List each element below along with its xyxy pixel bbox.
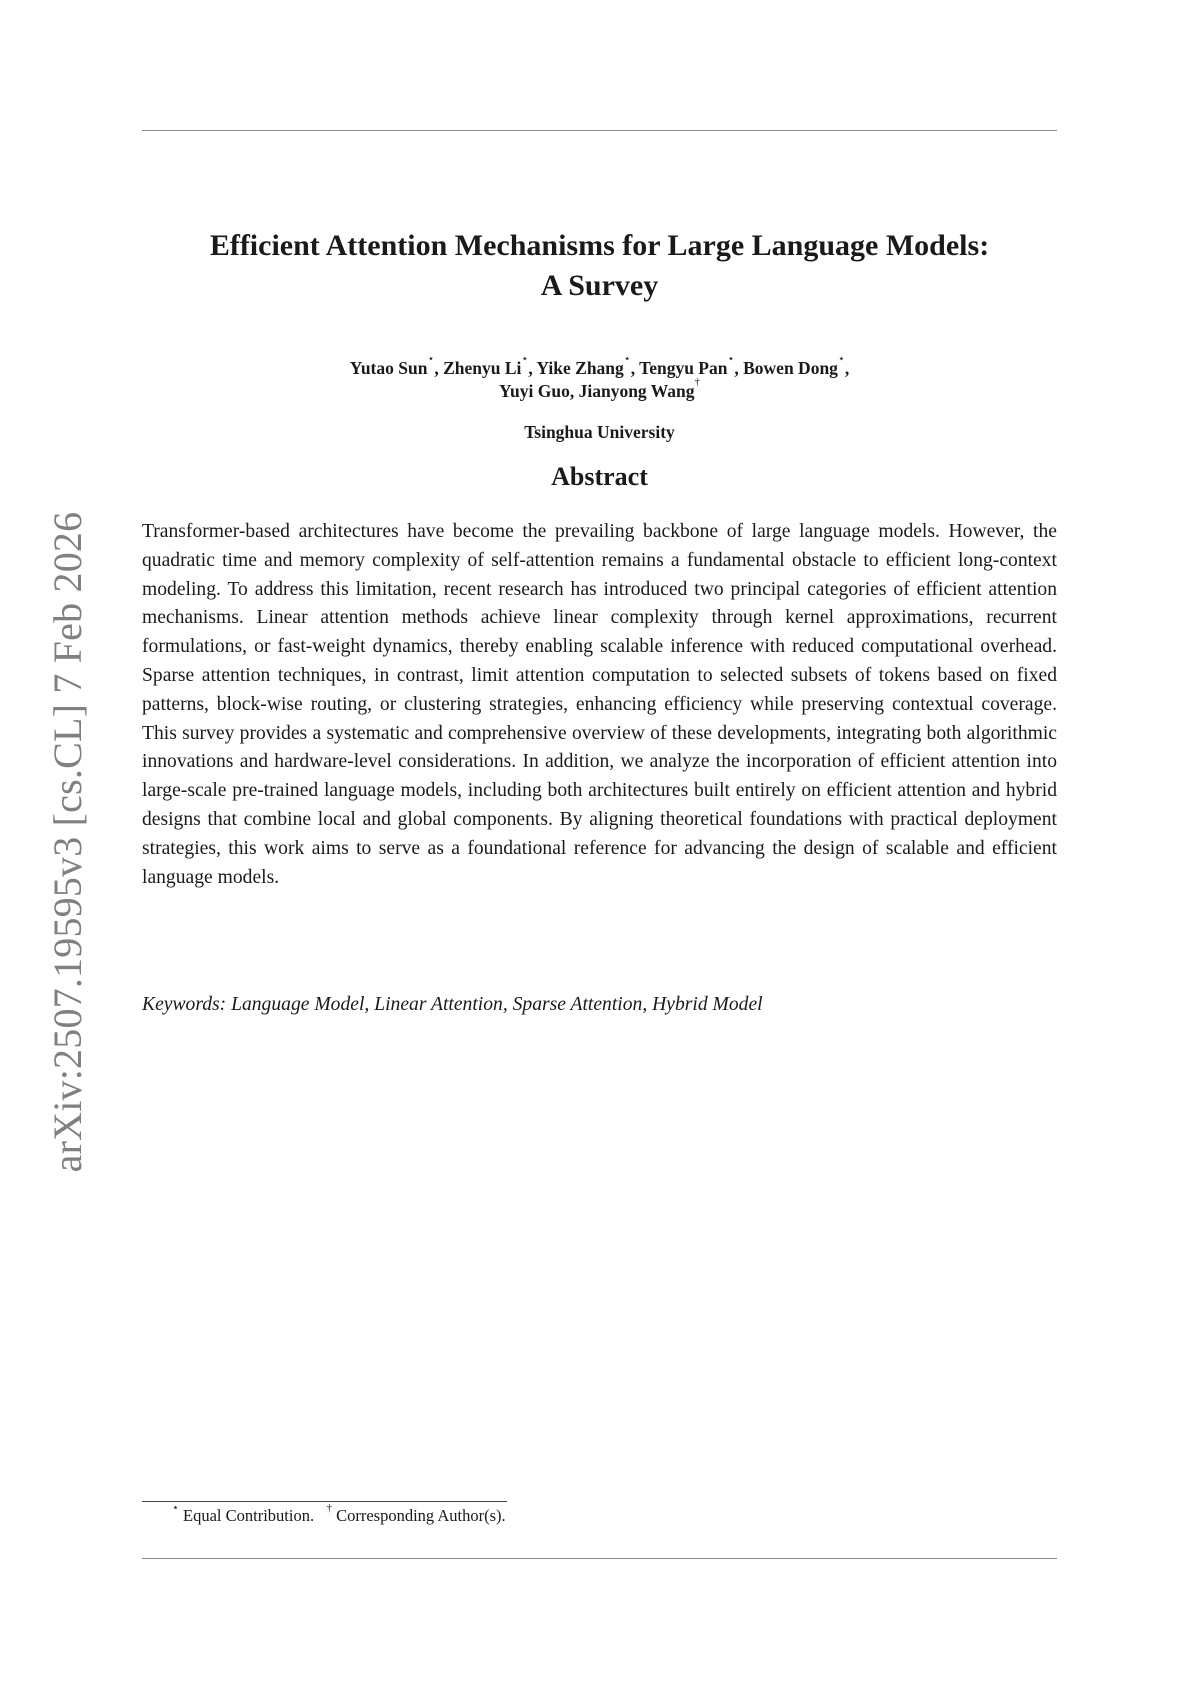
corresponding-author-mark: † — [326, 1502, 332, 1514]
author-name: Tengyu Pan — [639, 358, 728, 378]
affiliation: Tsinghua University — [524, 422, 675, 442]
footer-rule — [142, 1558, 1057, 1559]
author-name: Yuyi Guo — [498, 381, 570, 401]
abstract-heading: Abstract — [551, 462, 648, 491]
equal-contribution-mark: ⋆ — [427, 353, 435, 365]
author-line-1: Yutao Sun⋆, Zhenyu Li⋆, Yike Zhang⋆, Tengyu Pan⋆, Bowen Dong⋆, — [349, 353, 850, 378]
abstract-body: Transformer-based architectures have become the prevailing backbone of large language models. However, the quadratic time and memory complexity of self-attention remains a fundamental obstacle to efficient long-context modeling. To address this limitation, recent research has introduced two principal categories of efficient attention mechanisms. Linear attention methods achieve linear complexity through kernel approximations, recurrent formulations, or fast-weight dynamics, thereby enabling scalable inference with reduced computational overhead. Sparse attention techniques, in contrast, limit attention computation to selected subsets of tokens based on fixed patterns, block-wise routing, or clustering strategies, enhancing efficiency while preserving contextual coverage. This survey provides a systematic and comprehensive overview of these developments, integrating both algorithmic innovations and hardware-level considerations. In addition, we analyze the incorporation of efficient attention into large-scale pre-trained language models, including both architectures built entirely on efficient attention and hybrid designs that combine local and global components. By aligning theoretical foundations with practical deployment strategies, this work aims to serve as a foundational reference for advancing the design of scalable and efficient language models. — [142, 521, 1057, 888]
footnote — [172, 1502, 506, 1527]
equal-contribution-mark: ⋆ — [521, 353, 529, 365]
author-list — [142, 353, 1057, 403]
equal-contribution-mark: ⋆ — [727, 353, 735, 365]
author-name: Yutao Sun — [349, 358, 428, 378]
author-line-2: Yuyi Guo, Jianyong Wang† — [498, 376, 700, 401]
author-name: Jianyong Wang — [578, 381, 695, 401]
title-line-1: Efficient Attention Mechanisms for Large Language Models: — [209, 229, 990, 262]
footnote-rule — [142, 1501, 507, 1502]
header-rule — [142, 130, 1057, 131]
author-name: Bowen Dong — [743, 358, 838, 378]
corresponding-author-mark: † — [694, 376, 700, 388]
equal-contribution-mark: ⋆ — [623, 353, 631, 365]
author-name: Yike Zhang — [536, 358, 624, 378]
corresponding-author-note: Corresponding Author(s). — [331, 1506, 506, 1525]
equal-contribution-mark: ⋆ — [172, 1502, 179, 1514]
arxiv-identifier-stamp: arXiv:2507.19595v3 [cs.CL] 7 Feb 2026 — [45, 511, 90, 1173]
title-line-2: A Survey — [540, 269, 659, 302]
author-name: Zhenyu Li — [443, 358, 522, 378]
paper-title — [142, 226, 1057, 306]
equal-contribution-note: Equal Contribution. — [178, 1506, 315, 1525]
keywords: Keywords: Language Model, Linear Attention, Sparse Attention, Hybrid Model — [142, 994, 763, 1015]
equal-contribution-mark: ⋆ — [837, 353, 845, 365]
